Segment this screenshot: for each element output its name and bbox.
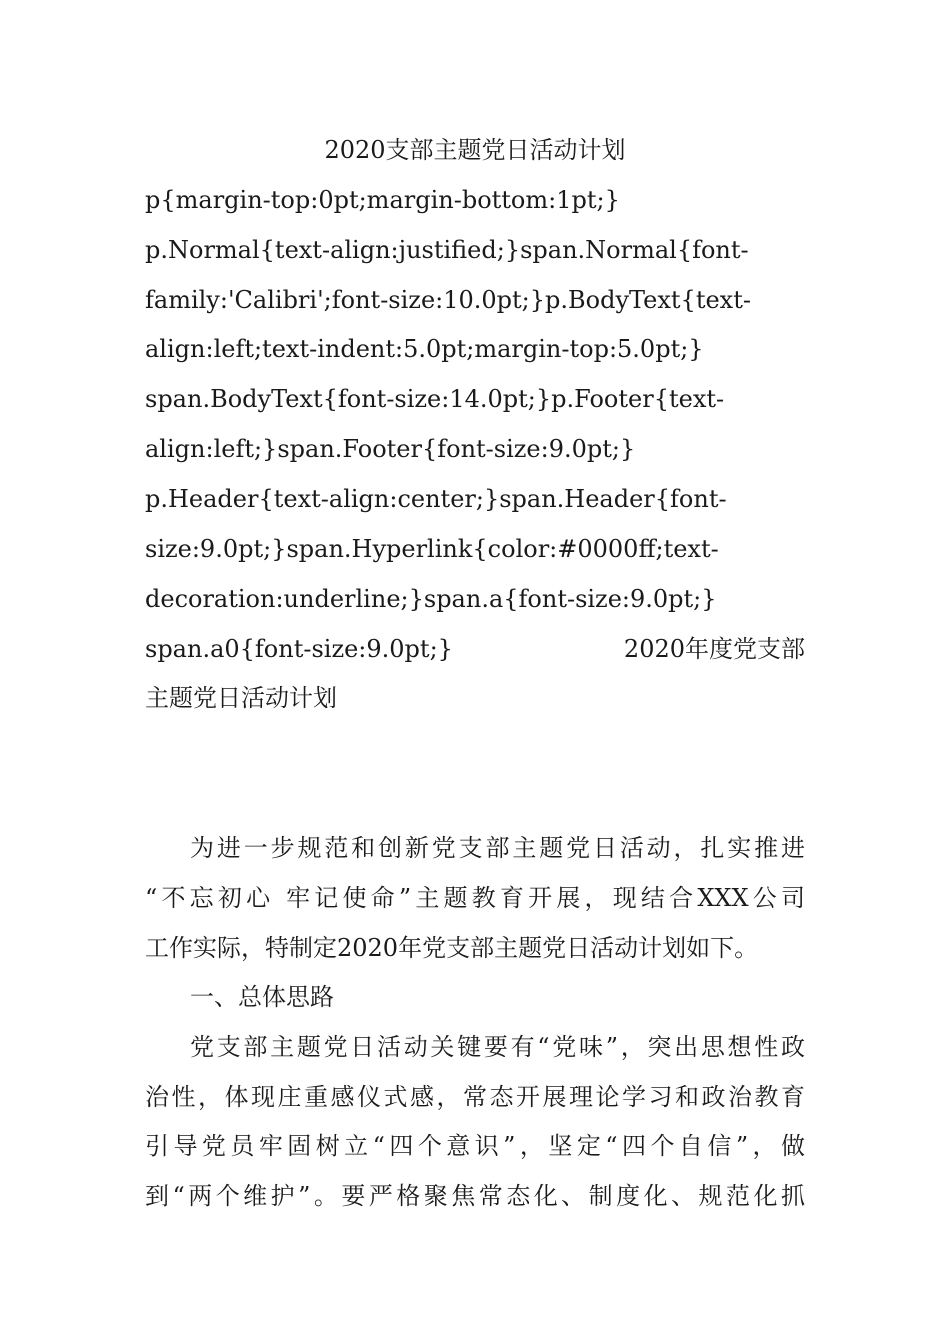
- css-text-line: family:'Calibri';font-size:10.0pt;}p.BodyText{text-: [145, 286, 751, 314]
- css-text-line: p.Normal{text-align:justified;}span.Normal{font-: [145, 236, 749, 264]
- subtitle-part2: 主题党日活动计划: [145, 684, 337, 712]
- paragraph2-line: 引导党员牢固树立“四个意识”，坚定“四个自信”，做: [145, 1132, 805, 1160]
- paragraph2-line: 治性，体现庄重感仪式感，常态开展理论学习和政治教育: [145, 1083, 805, 1111]
- paragraph1-line: “不忘初心 牢记使命”主题教育开展，现结合XXX公司: [145, 884, 805, 912]
- paragraph1-line: 工作实际，特制定2020年党支部主题党日活动计划如下。: [145, 934, 759, 962]
- css-text-line: span.a0{font-size:9.0pt;}: [145, 635, 453, 663]
- css-text-line: decoration:underline;}span.a{font-size:9.0pt;}: [145, 585, 717, 613]
- subtitle-part1: 2020年度党支部: [623, 635, 805, 663]
- css-text-line: align:left;text-indent:5.0pt;margin-top:5.0pt;}: [145, 335, 704, 363]
- document-title: 2020支部主题党日活动计划: [324, 136, 626, 164]
- css-text-line: span.BodyText{font-size:14.0pt;}p.Footer{text-: [145, 385, 725, 413]
- paragraph1-line: 为进一步规范和创新党支部主题党日活动，扎实推进: [190, 834, 805, 862]
- section1-heading: 一、总体思路: [190, 983, 334, 1011]
- css-text-line: align:left;}span.Footer{font-size:9.0pt;}: [145, 435, 636, 463]
- css-text-line: p{margin-top:0pt;margin-bottom:1pt;}: [145, 186, 620, 214]
- css-text-line: p.Header{text-align:center;}span.Header{font-: [145, 485, 727, 513]
- css-text-line: size:9.0pt;}span.Hyperlink{color:#0000ff;text-: [145, 535, 719, 563]
- paragraph2-line: 到“两个维护”。要严格聚焦常态化、制度化、规范化抓: [145, 1182, 805, 1210]
- paragraph2-line: 党支部主题党日活动关键要有“党味”，突出思想性政: [190, 1033, 805, 1061]
